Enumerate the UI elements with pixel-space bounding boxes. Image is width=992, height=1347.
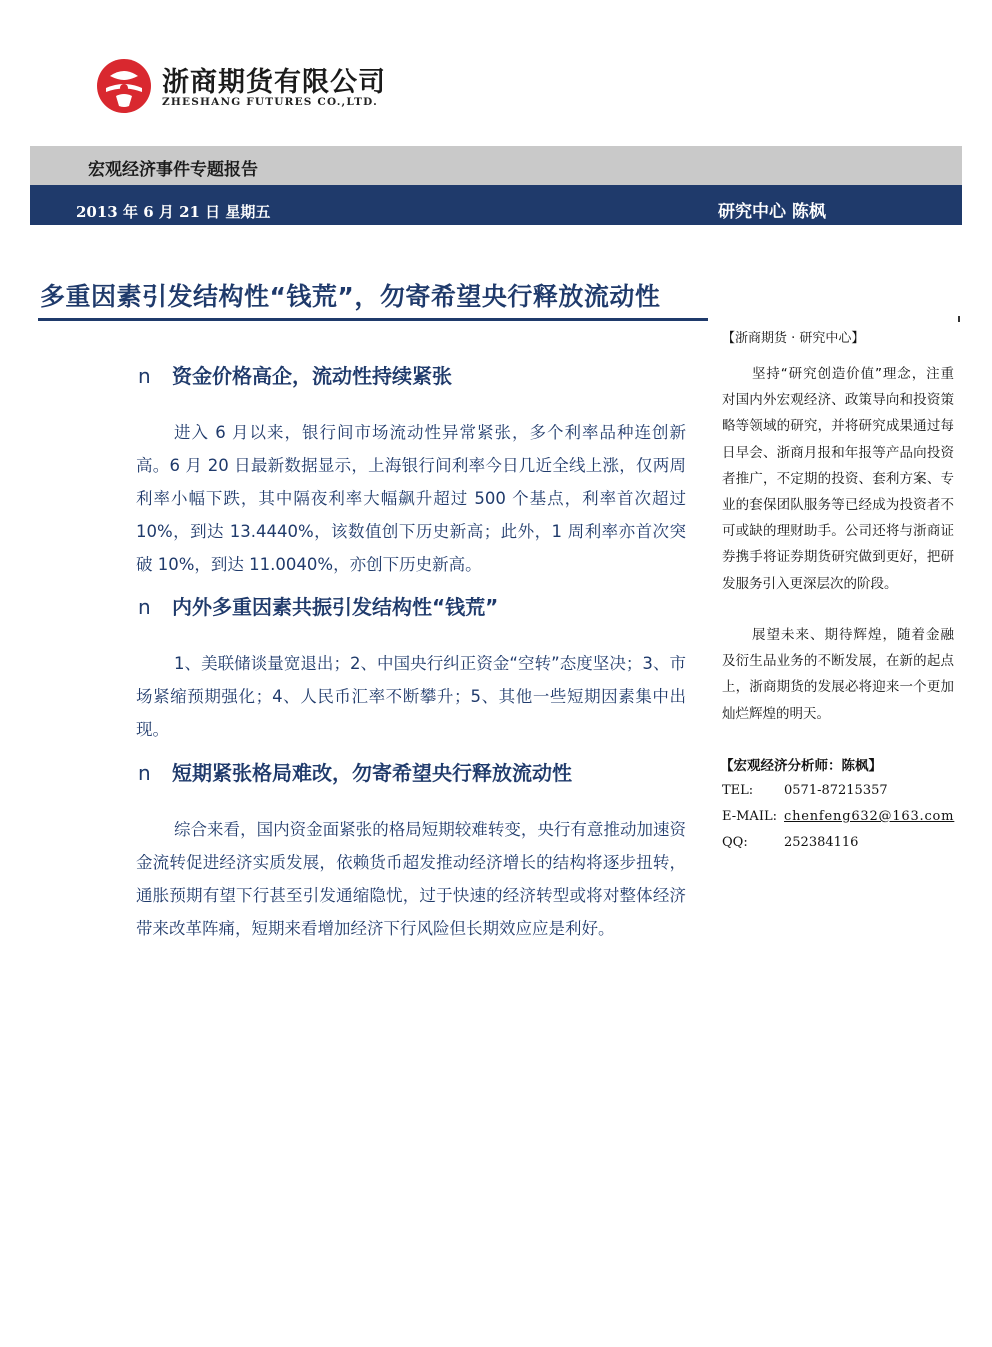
qq-value: 252384116 (784, 835, 859, 850)
section-body-2: 1、美联储谈量宽退出；2、中国央行纠正资金“空转”态度坚决；3、市场紧缩预期强化；4、人民币汇率不断攀升；5、其他一些短期因素集中出现。 (136, 654, 686, 739)
qq-label: QQ: (722, 835, 748, 850)
report-type-bar (30, 146, 962, 185)
email-label: E-MAIL: (722, 809, 777, 824)
contact-tel (722, 783, 888, 798)
email-link[interactable]: chenfeng632@163.com (784, 809, 955, 824)
title-divider (38, 318, 708, 321)
analyst-label: 【宏观经济分析师：陈枫】 (720, 758, 882, 774)
section-bullet: n (138, 595, 151, 619)
sidebar-org-label: 【浙商期货 · 研究中心】 (722, 331, 865, 346)
date-author-bar (30, 185, 962, 225)
section-heading-text: 内外多重因素共振引发结构性“钱荒” (172, 595, 499, 619)
company-emblem-icon (96, 58, 152, 114)
sidebar-marker (958, 316, 960, 322)
page-title: 多重因素引发结构性“钱荒”，勿寄希望央行释放流动性 (40, 282, 661, 311)
tel-label: TEL: (722, 783, 754, 798)
section-bullet: n (138, 364, 151, 388)
section-bullet: n (138, 761, 151, 785)
sidebar-intro-1: 坚持“研究创造价值”理念，注重对国内外宏观经济、政策导向和投资策略等领域的研究，并将研究成果通过每日早会、浙商月报和年报等产品向投资者推广，不定期的投资、套利方案、专业的套保团队服务等已经成为投资者不可或缺的理财助手。公司还将与浙商证券携手将证券期货研究做到更好，把研发服务引入更深层次的阶段。 (722, 366, 954, 592)
section-heading-2 (138, 591, 498, 620)
report-date: 2013 年 6 月 21 日 星期五 (76, 203, 271, 221)
report-author: 研究中心 陈枫 (718, 202, 826, 222)
section-heading-1 (138, 360, 452, 389)
company-name-en: ZHESHANG FUTURES CO.,LTD. (162, 96, 378, 108)
section-heading-text: 资金价格高企，流动性持续紧张 (172, 364, 452, 388)
company-logo (96, 58, 396, 118)
report-type: 宏观经济事件专题报告 (88, 160, 258, 180)
tel-value: 0571-87215357 (784, 783, 888, 798)
contact-qq (722, 835, 858, 850)
section-heading-3 (138, 757, 572, 786)
company-name-cn: 浙商期货有限公司 (162, 67, 386, 98)
section-heading-text: 短期紧张格局难改，勿寄希望央行释放流动性 (172, 761, 572, 785)
section-body-3: 综合来看，国内资金面紧张的格局短期较难转变，央行有意推动加速资金流转促进经济实质发展，依赖货币超发推动经济增长的结构将逐步扭转，通胀预期有望下行甚至引发通缩隐忧，过于快速的经济转型或将对整体经济带来改革阵痛，短期来看增加经济下行风险但长期效应应是利好。 (136, 820, 686, 938)
sidebar-intro-2: 展望未来、期待辉煌，随着金融及衍生品业务的不断发展，在新的起点上，浙商期货的发展必将迎来一个更加灿烂辉煌的明天。 (722, 627, 954, 722)
contact-email (722, 809, 954, 824)
section-body-1: 进入 6 月以来，银行间市场流动性异常紧张，多个利率品种连创新高。6 月 20 日最新数据显示，上海银行间利率今日几近全线上涨，仅两周利率小幅下跌，其中隔夜利率大幅飙升超过 500 个基点，利率首次超过 10%，到达 13.4440%，该数值创下历史新高；此外，1 周利率亦首次突破 10%，到达 11.0040%，亦创下历史新高。 (136, 423, 686, 574)
